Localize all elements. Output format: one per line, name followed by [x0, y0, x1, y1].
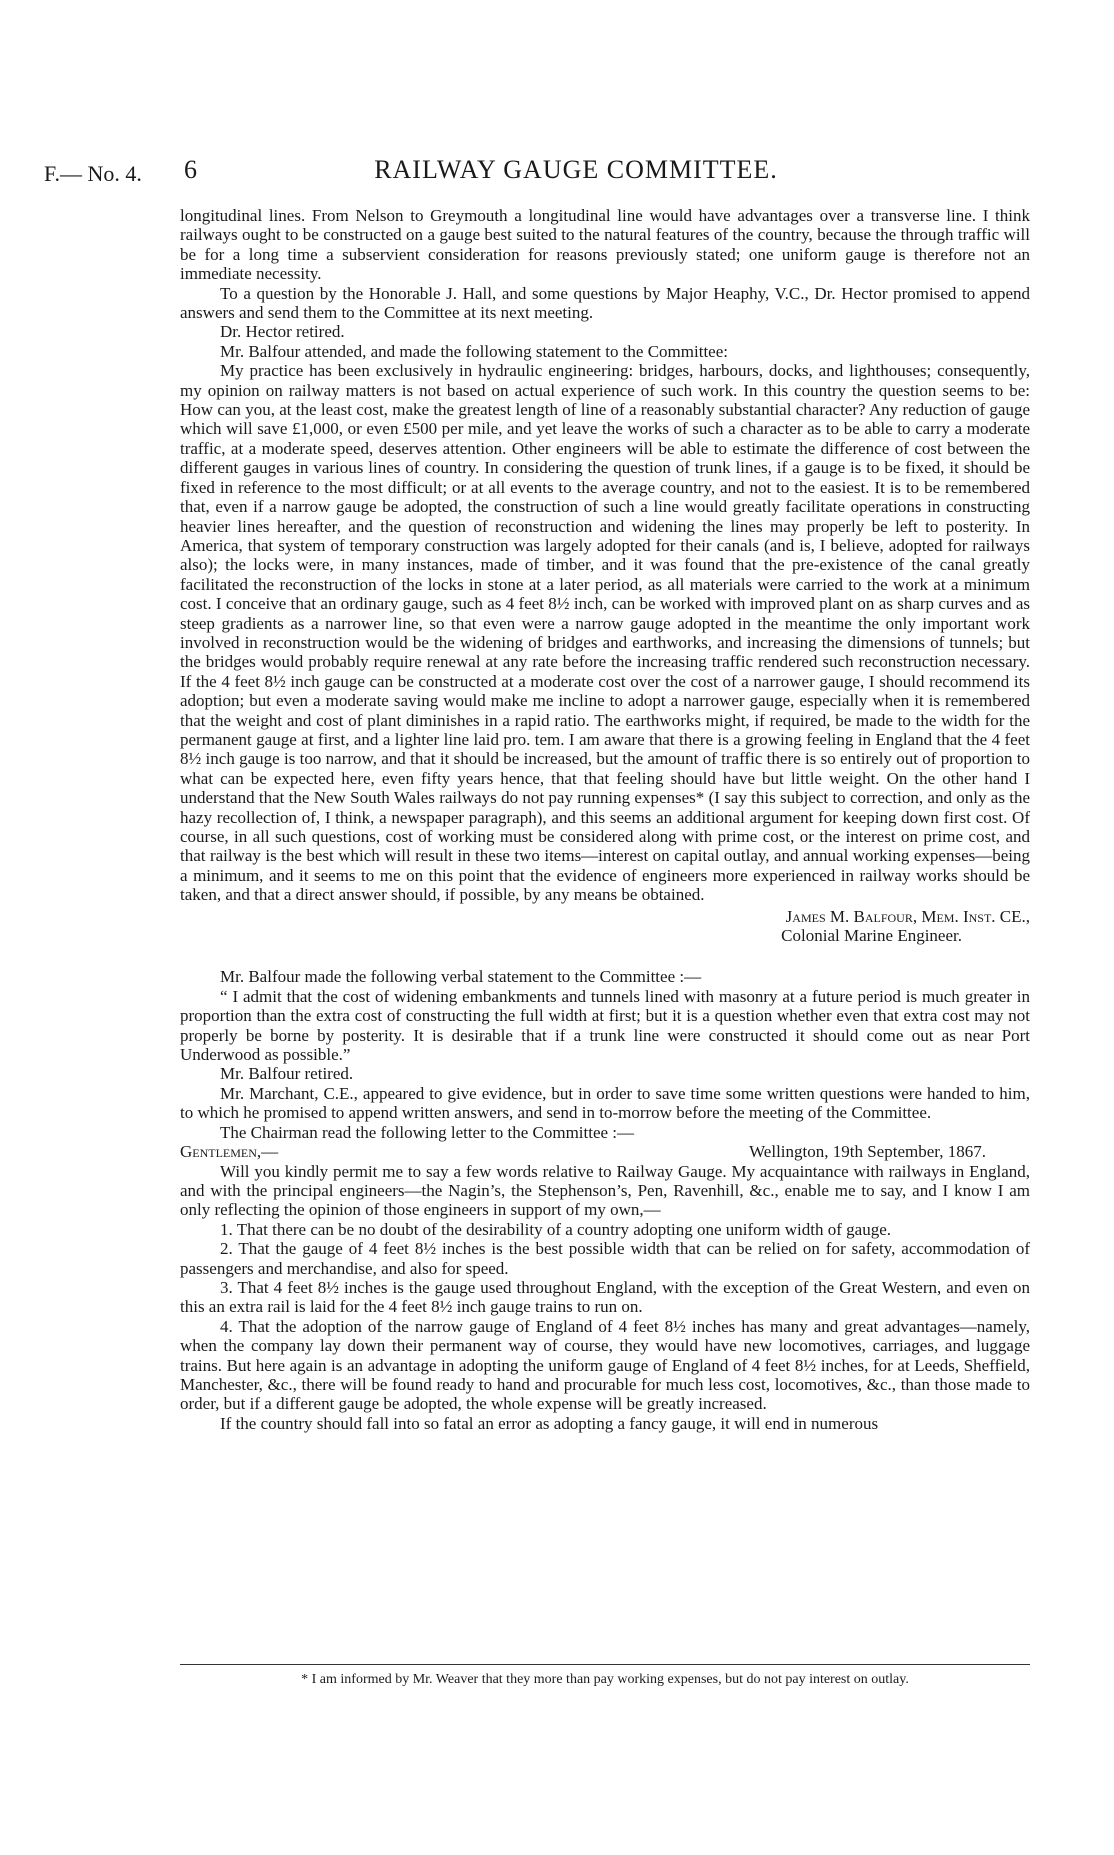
letter-paragraph: 1. That there can be no doubt of the desirability of a country adopting one uniform width of gauge. [220, 1219, 892, 1239]
letter-heading [180, 1142, 1030, 1161]
letter-place-date: Wellington, 19th September, 1867. [749, 1142, 986, 1162]
letter-paragraph: 3. That 4 feet 8½ inches is the gauge used throughout England, with the exception of the Great Western, and even on this an extra rail is laid for the 4 feet 8½ inch gauge trains to run on. [180, 1277, 1030, 1317]
document-reference: F.— No. 4. [44, 161, 142, 186]
paragraph: longitudinal lines. From Nelson to Greymouth a longitudinal line would have advantages over a transverse line. I think railways ought to be constructed on a gauge best suited to the natural features of the country, because the through traffic will be for a long time a subservient consideration for reasons previously stated; one uniform gauge is therefore not an immediate necessity. [180, 206, 1030, 284]
signature-block [180, 907, 1030, 946]
footnote: * I am informed by Mr. Weaver that they more than pay working expenses, but do not pay interest on outlay. [301, 1672, 909, 1687]
paragraph: Mr. Balfour retired. [220, 1064, 354, 1084]
page-title: RAILWAY GAUGE COMMITTEE. [374, 155, 778, 184]
paragraph: Mr. Balfour made the following verbal statement to the Committee :— [220, 967, 702, 987]
letter-paragraph: 4. That the adoption of the narrow gauge of England of 4 feet 8½ inches has many and great advantages—namely, when the company lay down their permanent way of course, they would have new locomotives, carriages, and luggage trains. But here again is an advantage in adopting the uniform gauge of England of 4 feet 8½ inches, for at Leeds, Sheffield, Manchester, &c., there will be found ready to hand and procurable for much less cost, locomotives, &c., than those made to order, but if a different gauge be adopted, the whole expense will be greatly increased. [180, 1316, 1030, 1414]
spacer [180, 945, 1030, 967]
document-body [180, 206, 1030, 1433]
paragraph: “ I admit that the cost of widening embankments and tunnels lined with masonry at a future period is much greater in proportion than the extra cost of constructing the full width at first; but it is a question whether even that extra cost may not properly be borne by posterity. It is desirable that if a trunk line were constructed it should come out as near Port Underwood as possible.” [180, 986, 1030, 1065]
letter-paragraph: If the country should fall into so fatal an error as adopting a fancy gauge, it will end in numerous [220, 1413, 879, 1433]
page-number: 6 [184, 155, 197, 184]
signature-name: James M. Balfour, Mem. Inst. CE., [785, 906, 1030, 926]
paragraph: The Chairman read the following letter to the Committee :— [220, 1122, 635, 1142]
paragraph: To a question by the Honorable J. Hall, and some questions by Major Heaphy, V.C., Dr. Hector promised to append answers and send them to the Committee at its next meeting. [180, 283, 1030, 323]
paragraph: Dr. Hector retired. [220, 322, 345, 342]
paragraph: My practice has been exclusively in hydraulic engineering: bridges, harbours, docks, and lighthouses; consequently, my opinion on railway matters is not based on actual experience of such work. In this country the question seems to be: How can you, at the least cost, make the greatest length of line of a reasonably substantial character? Any reduction of gauge which will save £1,000, or even £500 per mile, and yet leave the works of such a character as to be able to carry a moderate traffic, at a moderate speed, deserves attention. Other engineers will be able to estimate the difference of cost between the different gauges in various lines of country. In considering the question of trunk lines, if a gauge is to be fixed, it should be fixed in reference to the most difficult; or at all events to the average country, and not to the easiest. It is to be remembered that, even if a narrow gauge be adopted, the construction of such a line would greatly facilitate operations in constructing heavier lines hereafter, and the question of reconstruction and widening the lines may properly be left to posterity. In America, that system of temporary construction was largely adopted for their canals (and is, I believe, adopted for railways also); the locks were, in many instances, made of timber, and it was found that the pre-existence of the canal greatly facilitated the reconstruction of the locks in stone at a later period, as all materials were carried to the work at a minimum cost. I conceive that an ordinary gauge, such as 4 feet 8½ inch, can be worked with improved plant on as sharp curves and as steep gradients as a narrower line, so that even were a narrow gauge adopted in the meantime the only important work involved in reconstruction would be the widening of bridges and earthworks, and increasing the dimensions of tunnels; but the bridges would probably require renewal at any rate before the increasing traffic rendered such reconstruction necessary. If the 4 feet 8½ inch gauge can be constructed at a moderate cost over the cost of a narrower gauge, I should recommend its adoption; but even a moderate saving would make me incline to adopt a narrower gauge, especially when it is remembered that the weight and cost of plant diminishes in a rapid ratio. The earthworks might, if required, be made to the width for the permanent gauge at first, and a lighter line laid pro. tem. I am aware that there is a growing feeling in England that the 4 feet 8½ inch gauge is too narrow, and that it should be increased, but the amount of traffic there is so entirely out of proportion to what can be expected here, even fifty years hence, that that feeling should have but little weight. On the other hand I understand that the New South Wales railways do not pay running expenses* (I say this subject to correction, and only as the hazy recollection of, I think, a newspaper paragraph), and this seems an additional argument for keeping down first cost. Of course, in all such questions, cost of working must be considered along with prime cost, or the interest on prime cost, and that railway is the best which will result in these two items—interest on capital outlay, and annual working expenses—being a minimum, and it seems to me on this point that the evidence of engineers more experienced in railway works should be taken, and that a direct answer should, if possible, by any means be obtained. [180, 361, 1030, 905]
letter-salutation: Gentlemen,— [180, 1142, 279, 1162]
letter-paragraph: Will you kindly permit me to say a few words relative to Railway Gauge. My acquaintance with railways in England, and with the principal engineers—the Nagin’s, the Stephenson’s, Pen, Ravenhill, &c., enable me to say, and I know I am only reflecting the opinion of those engineers in support of my own,— [180, 1161, 1030, 1220]
paragraph: Mr. Marchant, C.E., appeared to give evidence, but in order to save time some written questions were handed to him, to which he promised to append written answers, and send in to-morrow before the meeting of the Committee. [180, 1083, 1030, 1123]
paragraph: Mr. Balfour attended, and made the following statement to the Committee: [220, 341, 728, 361]
letter-paragraph: 2. That the gauge of 4 feet 8½ inches is the best possible width that can be relied on for safety, accommodation of passengers and merchandise, and also for speed. [180, 1239, 1030, 1278]
page-header [44, 155, 1044, 187]
footnote-divider [180, 1664, 1030, 1665]
signature-title: Colonial Marine Engineer. [781, 926, 962, 946]
